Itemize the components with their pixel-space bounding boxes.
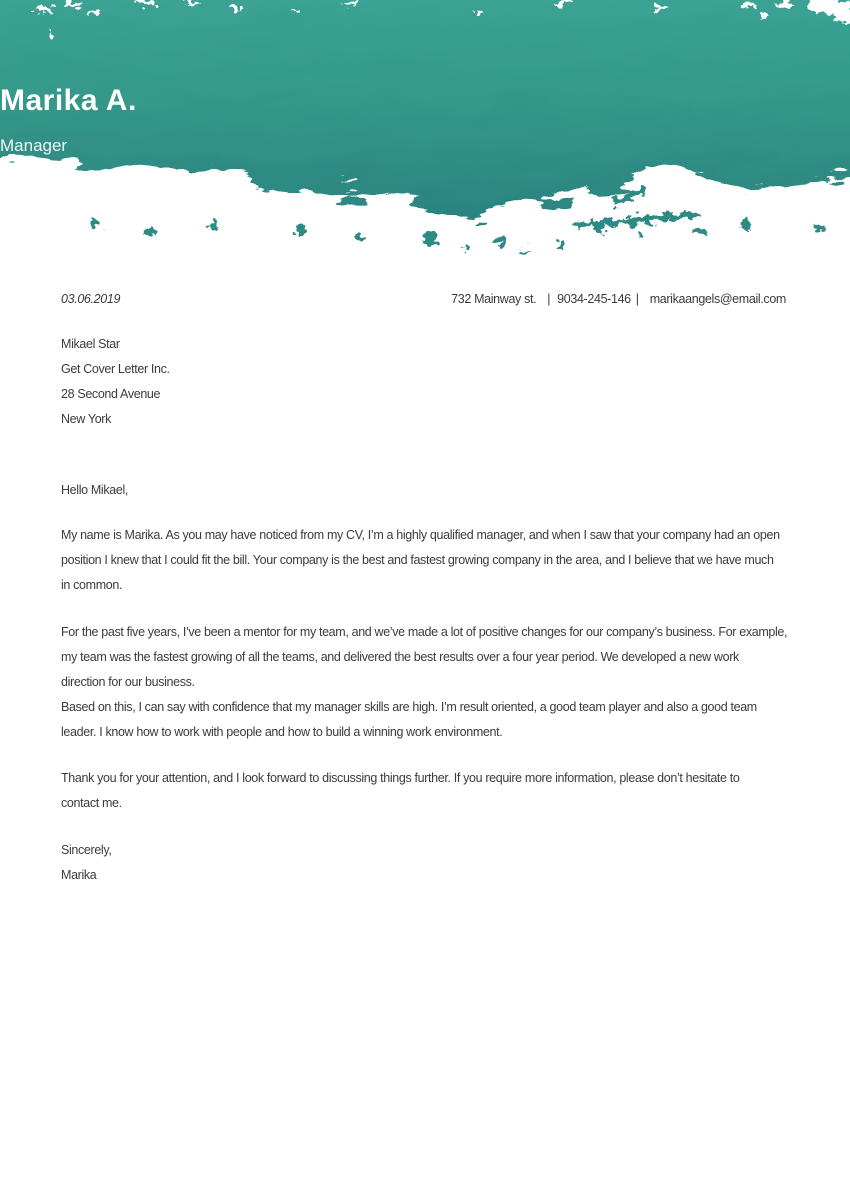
recipient-address-block: Mikael Star Get Cover Letter Inc. 28 Second Avenue New York xyxy=(61,337,170,426)
closing-salutation: Sincerely, xyxy=(61,843,112,857)
greeting: Hello Mikael, xyxy=(61,483,129,497)
paragraph-experience: For the past five years, I’ve been a mentor for my team, and we’ve made a lot of positive changes for our company’s business. For example, my team was the fastest growing of all the teams, and delivered the best results over a four year period. We developed a new work direction for our business. Based on this, I can say with confidence that my manager skills are high. I’m result oriented, a good team player and also a good team leader. I know how to work with people and how to build a winning work environment. xyxy=(61,625,788,739)
closing-block xyxy=(61,838,810,888)
paragraph-intro: My name is Marika. As you may have noticed from my CV, I’m a highly qualified manager, and when I saw that your company had an open position I knew that I could fit the bill. Your company is the best and fastest growing company in the area, and I believe that we have much in common. xyxy=(61,528,780,592)
meta-row xyxy=(61,287,786,312)
contact-email: marikaangels@email.com xyxy=(649,292,786,306)
letter-date: 03.06.2019 xyxy=(61,292,121,306)
contact-separator: | xyxy=(635,292,639,306)
contact-separator: | xyxy=(547,292,551,306)
contact-line xyxy=(451,287,786,312)
contact-phone: 9034-245-146 xyxy=(557,292,631,306)
paragraph-thanks: Thank you for your attention, and I look forward to discussing things further. If you require more information, please don’t hesitate to contact me. xyxy=(61,771,740,810)
applicant-name: Marika A. xyxy=(0,84,137,117)
signature-name: Marika xyxy=(61,868,97,882)
contact-address: 732 Mainway st. xyxy=(451,292,537,306)
applicant-job-title: Manager xyxy=(0,136,68,155)
